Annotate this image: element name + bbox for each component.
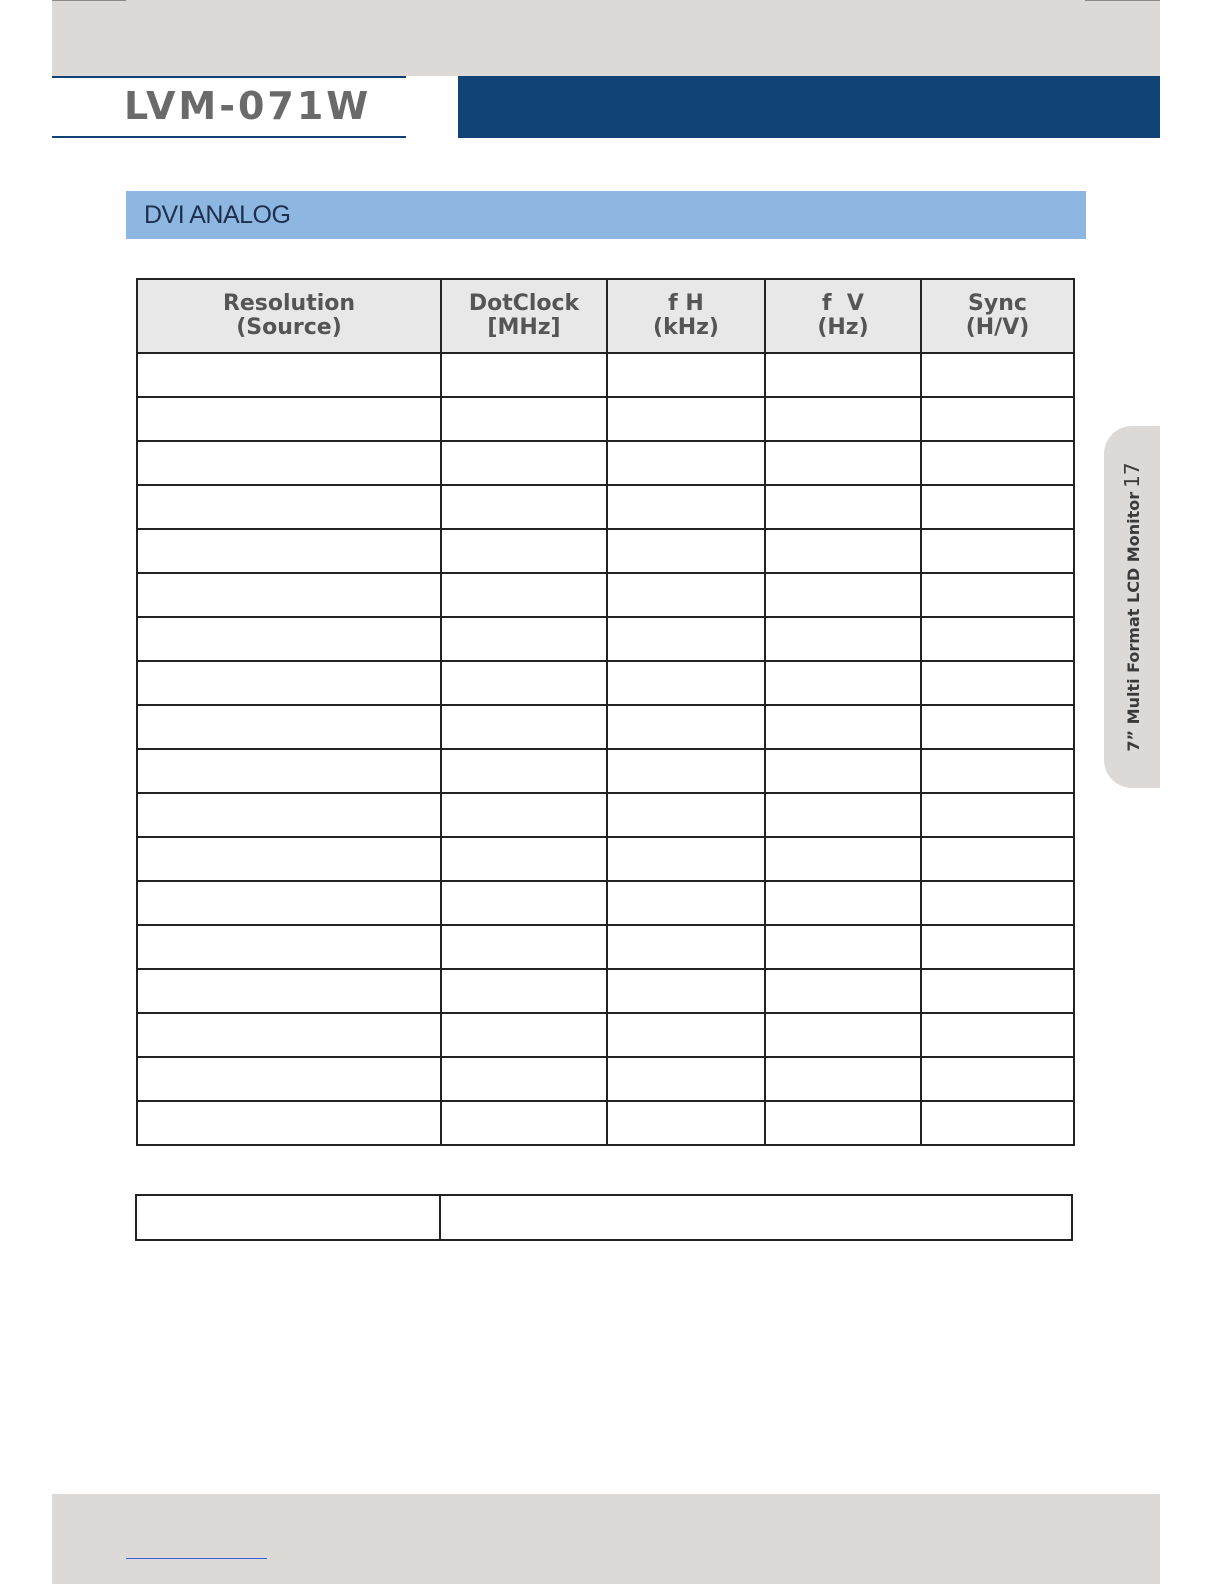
table-cell	[137, 705, 441, 749]
table-row	[137, 969, 1074, 1013]
table-row	[137, 397, 1074, 441]
table-cell	[607, 837, 765, 881]
side-tab-label: 7” Multi Format LCD Monitor	[1124, 491, 1143, 752]
table-cell	[765, 353, 921, 397]
column-header-dotclock: DotClock [MHz]	[441, 279, 607, 353]
table-row	[137, 881, 1074, 925]
section-header	[126, 191, 1086, 239]
table-cell	[607, 397, 765, 441]
table-row	[137, 441, 1074, 485]
table-cell	[607, 353, 765, 397]
table-cell	[441, 837, 607, 881]
table-cell	[921, 485, 1074, 529]
header-blue-band	[458, 76, 1160, 138]
table-cell	[137, 1057, 441, 1101]
table-cell	[137, 353, 441, 397]
table-cell	[765, 617, 921, 661]
table-cell	[921, 881, 1074, 925]
table-cell	[921, 1013, 1074, 1057]
table-cell	[765, 1057, 921, 1101]
summary-row	[136, 1195, 1072, 1240]
table-cell	[137, 485, 441, 529]
table-cell	[765, 661, 921, 705]
table-cell	[607, 925, 765, 969]
table-cell	[765, 749, 921, 793]
table-cell	[765, 529, 921, 573]
table-cell	[607, 485, 765, 529]
table-cell	[921, 397, 1074, 441]
table-cell	[441, 705, 607, 749]
table-cell	[921, 529, 1074, 573]
table-cell	[607, 441, 765, 485]
table-cell	[607, 705, 765, 749]
table-cell	[921, 661, 1074, 705]
table-cell	[921, 925, 1074, 969]
table-cell	[441, 441, 607, 485]
table-body	[137, 353, 1074, 1145]
table-cell	[921, 969, 1074, 1013]
table-cell	[441, 353, 607, 397]
table-cell	[441, 1013, 607, 1057]
table-cell	[607, 1013, 765, 1057]
table-cell	[921, 1057, 1074, 1101]
table-row	[137, 529, 1074, 573]
table-cell	[607, 1057, 765, 1101]
table-cell	[921, 617, 1074, 661]
table-cell	[921, 793, 1074, 837]
table-cell	[137, 529, 441, 573]
column-header-fh: f H (kHz)	[607, 279, 765, 353]
table-cell	[765, 485, 921, 529]
table-cell	[441, 1057, 607, 1101]
table-header-row	[137, 279, 1074, 353]
table-cell	[137, 1101, 441, 1145]
table-cell	[137, 793, 441, 837]
table-row	[137, 617, 1074, 661]
table-cell	[765, 793, 921, 837]
table-cell	[607, 573, 765, 617]
table-cell	[441, 617, 607, 661]
footer-link-underline	[126, 1558, 267, 1559]
table-cell	[137, 617, 441, 661]
table-cell	[607, 749, 765, 793]
table-cell	[607, 793, 765, 837]
table-cell	[137, 969, 441, 1013]
table-cell	[137, 661, 441, 705]
table-cell	[441, 529, 607, 573]
table-cell	[441, 749, 607, 793]
table-cell	[765, 397, 921, 441]
crop-mark	[52, 0, 126, 1]
table-cell	[441, 1101, 607, 1145]
header-logo-area	[52, 76, 406, 138]
top-margin-band	[52, 0, 1160, 76]
model-logo: LVM-071W	[124, 84, 372, 128]
table-cell	[607, 881, 765, 925]
header-bar	[52, 76, 1160, 138]
table-cell	[765, 925, 921, 969]
table-cell	[607, 617, 765, 661]
table-cell	[137, 749, 441, 793]
section-title: DVI ANALOG	[144, 201, 291, 229]
table-cell	[441, 573, 607, 617]
summary-row-table	[135, 1194, 1073, 1241]
table-cell	[921, 837, 1074, 881]
table-row	[137, 353, 1074, 397]
table-cell	[921, 1101, 1074, 1145]
table-cell	[765, 441, 921, 485]
summary-value-cell	[440, 1195, 1072, 1240]
table-row	[137, 1101, 1074, 1145]
table-row	[137, 749, 1074, 793]
page-number: 17	[1120, 462, 1144, 488]
table-cell	[441, 661, 607, 705]
table-cell	[921, 441, 1074, 485]
table-cell	[441, 969, 607, 1013]
table-cell	[765, 1101, 921, 1145]
table-cell	[765, 573, 921, 617]
bottom-margin-band	[52, 1494, 1160, 1584]
table-cell	[921, 749, 1074, 793]
table-cell	[607, 969, 765, 1013]
table-row	[137, 837, 1074, 881]
side-tab	[1104, 426, 1160, 788]
table-cell	[441, 881, 607, 925]
table-row	[137, 485, 1074, 529]
table-cell	[137, 837, 441, 881]
table-cell	[441, 925, 607, 969]
table-row	[137, 573, 1074, 617]
side-tab-text	[1120, 462, 1144, 751]
table-cell	[137, 1013, 441, 1057]
table-cell	[441, 485, 607, 529]
table-cell	[607, 529, 765, 573]
table-row	[137, 1057, 1074, 1101]
table-row	[137, 661, 1074, 705]
column-header-fv: f V (Hz)	[765, 279, 921, 353]
table-cell	[607, 1101, 765, 1145]
table-cell	[137, 441, 441, 485]
table-cell	[137, 925, 441, 969]
table-cell	[137, 573, 441, 617]
table-cell	[607, 661, 765, 705]
table-cell	[921, 705, 1074, 749]
table-cell	[441, 793, 607, 837]
table-cell	[765, 705, 921, 749]
column-header-sync: Sync (H/V)	[921, 279, 1074, 353]
table-cell	[765, 881, 921, 925]
crop-mark	[1085, 0, 1160, 1]
table-cell	[765, 1013, 921, 1057]
table-cell	[137, 397, 441, 441]
table-row	[137, 925, 1074, 969]
table-row	[137, 793, 1074, 837]
table-cell	[137, 881, 441, 925]
summary-label-cell	[136, 1195, 440, 1240]
table-cell	[921, 353, 1074, 397]
resolution-table	[136, 278, 1075, 1146]
table-row	[137, 1013, 1074, 1057]
column-header-resolution: Resolution (Source)	[137, 279, 441, 353]
table-row	[137, 705, 1074, 749]
table-cell	[441, 397, 607, 441]
table-cell	[921, 573, 1074, 617]
table-cell	[765, 837, 921, 881]
table-cell	[765, 969, 921, 1013]
